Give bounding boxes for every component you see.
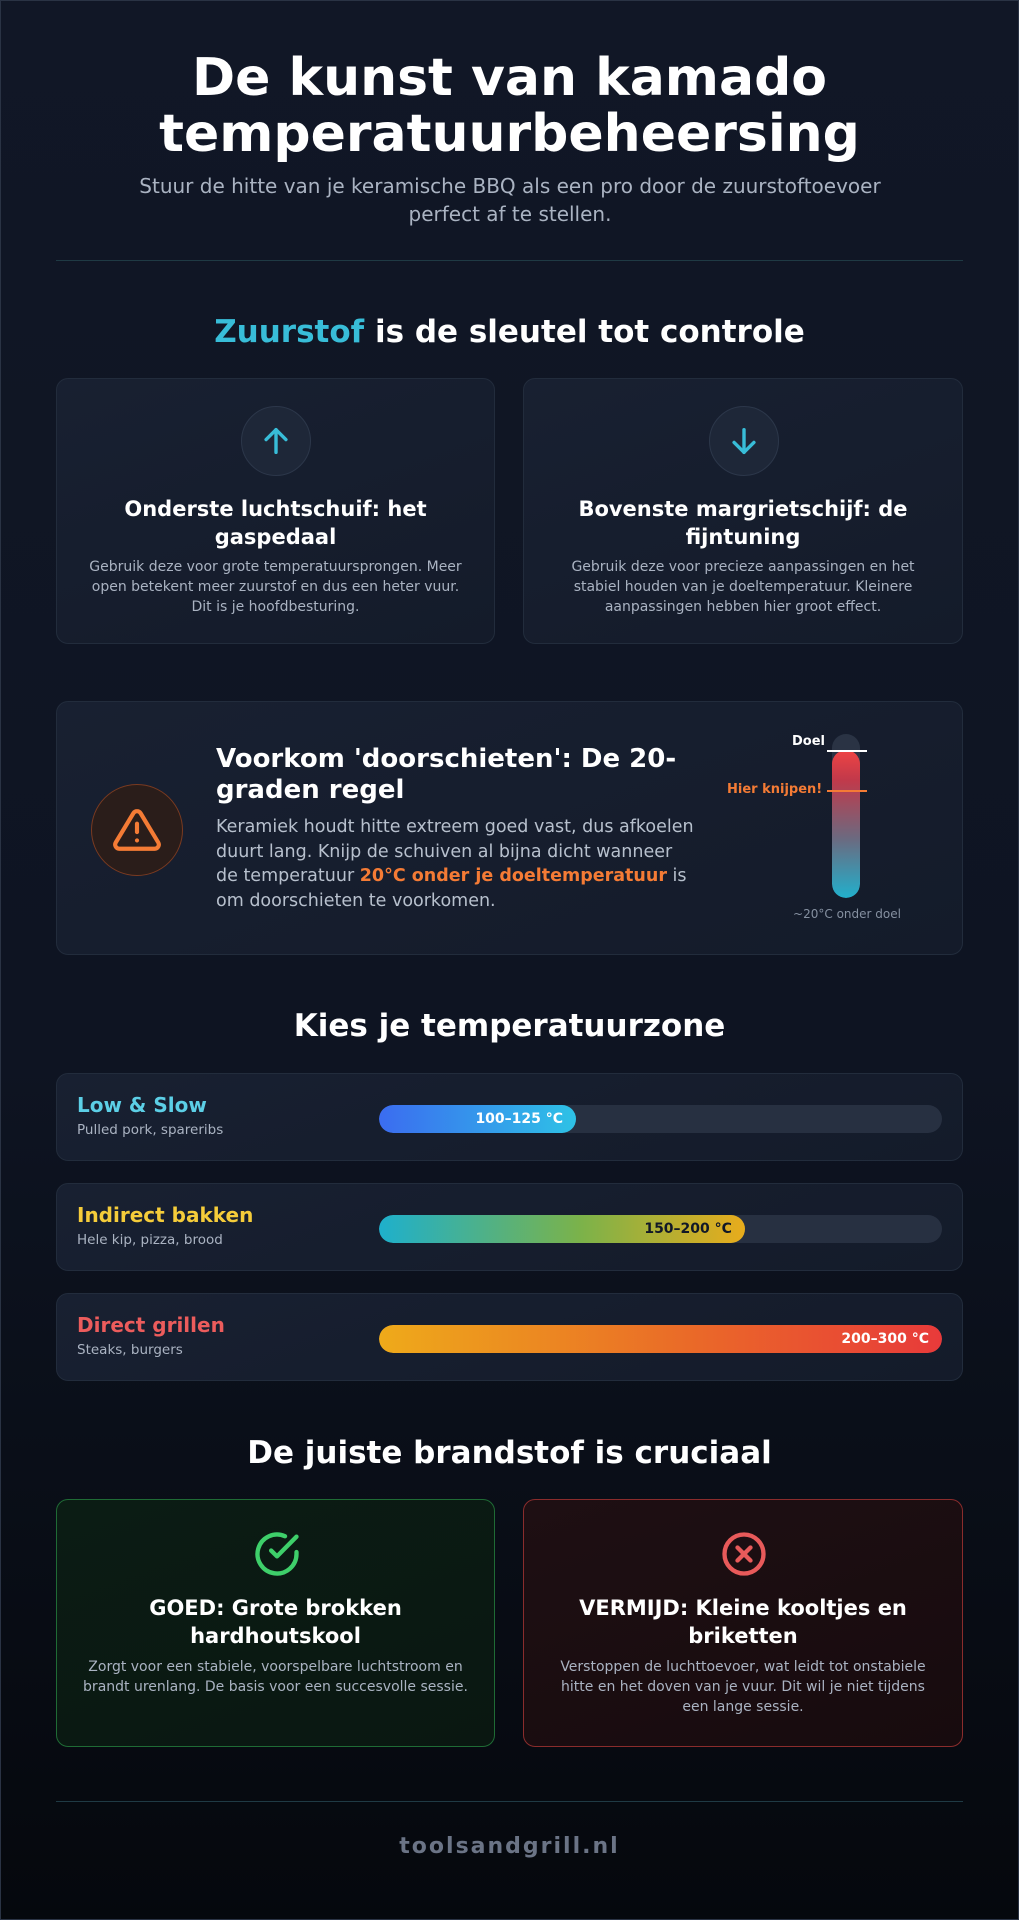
bottom-vent-text: Gebruik deze voor grote temperatuursprongen. Meer open betekent meer zuurstof en dus een heter vuur. Dit is je hoofdbesturing. — [89, 559, 462, 615]
good-fuel-card — [56, 1499, 495, 1747]
thermometer-fill — [832, 750, 860, 898]
zone-desc: Steaks, burgers — [77, 1342, 183, 1358]
warning-text-part: Keramiek houdt hitte extreem goed vast, dus afkoelen duurt lang. Knijp de schuiven al bijna dicht wanneer de temperatuur — [216, 817, 694, 886]
good-fuel-text: Zorgt voor een stabiele, voorspelbare luchtstroom en brandt urenlang. De basis voor een succesvolle sessie. — [83, 1659, 468, 1695]
top-vent-card — [523, 378, 963, 644]
warning-text — [216, 815, 696, 913]
divider — [56, 260, 963, 261]
arrow-up-icon — [241, 406, 311, 476]
zone-track — [379, 1215, 942, 1243]
oxygen-section-title — [0, 312, 1019, 352]
fuel-section-title: De juiste brandstof is cruciaal — [247, 1435, 772, 1471]
pinch-marker — [827, 790, 867, 792]
thermometer-footer: ~20°C onder doel — [793, 907, 901, 921]
warning-text-highlight: 20°C onder je doeltemperatuur — [359, 866, 667, 886]
bad-fuel-card — [523, 1499, 963, 1747]
bad-fuel-text: Verstoppen de luchttoevoer, wat leidt tot onstabiele hitte en het doven van je vuur. Dit wil je niet tijdens een lange sessie. — [560, 1659, 926, 1715]
warning-title: Voorkom 'doorschieten': De 20-graden regel — [216, 744, 677, 805]
top-vent-text: Gebruik deze voor precieze aanpassingen en het stabiel houden van je doeltemperatuur. Kleinere aanpassingen hebben hier groot effect. — [571, 559, 915, 615]
zones-section-title: Kies je temperatuurzone — [293, 1008, 726, 1044]
arrow-down-icon — [709, 406, 779, 476]
zone-row-direct — [56, 1293, 963, 1381]
target-label: Doel — [792, 734, 825, 749]
thermometer-tube — [832, 734, 860, 898]
zone-name: Direct grillen — [77, 1313, 225, 1337]
pinch-label: Hier knijpen! — [727, 782, 823, 797]
warning-text-part: is om doorschieten te voorkomen. — [216, 866, 687, 911]
zone-row-low-slow — [56, 1073, 963, 1161]
zone-fill: 200–300 °C — [379, 1325, 942, 1353]
zone-track — [379, 1105, 942, 1133]
zone-name: Low & Slow — [77, 1093, 207, 1117]
page-subtitle: Stuur de hitte van je keramische BBQ als een pro door de zuurstoftoevoer perfect af te stellen. — [139, 174, 881, 226]
top-vent-title: Bovenste margrietschijf: de fijntuning — [578, 497, 908, 549]
target-marker — [827, 750, 867, 752]
footer-brand[interactable]: toolsandgrill.nl — [399, 1834, 620, 1859]
good-fuel-title: GOED: Grote brokken hardhoutskool — [149, 1596, 402, 1648]
zone-desc: Pulled pork, spareribs — [77, 1122, 224, 1138]
overshoot-warning-card — [56, 701, 963, 955]
divider — [56, 1801, 963, 1802]
zone-row-indirect — [56, 1183, 963, 1271]
warning-triangle-icon — [91, 784, 183, 876]
zone-name: Indirect bakken — [77, 1203, 254, 1227]
zone-desc: Hele kip, pizza, brood — [77, 1232, 223, 1248]
oxygen-title-rest: is de sleutel tot controle — [364, 314, 805, 350]
zone-fill: 150–200 °C — [379, 1215, 745, 1243]
bad-fuel-title: VERMIJD: Kleine kooltjes en briketten — [579, 1596, 907, 1648]
oxygen-title-accent: Zuurstof — [214, 314, 365, 350]
bottom-vent-title: Onderste luchtschuif: het gaspedaal — [124, 497, 427, 549]
bottom-vent-card — [56, 378, 495, 644]
page-title: De kunst van kamado temperatuurbeheersing — [159, 48, 860, 164]
x-circle-icon — [718, 1528, 770, 1584]
zone-fill: 100–125 °C — [379, 1105, 576, 1133]
check-circle-icon — [251, 1528, 303, 1584]
zone-track — [379, 1325, 942, 1353]
